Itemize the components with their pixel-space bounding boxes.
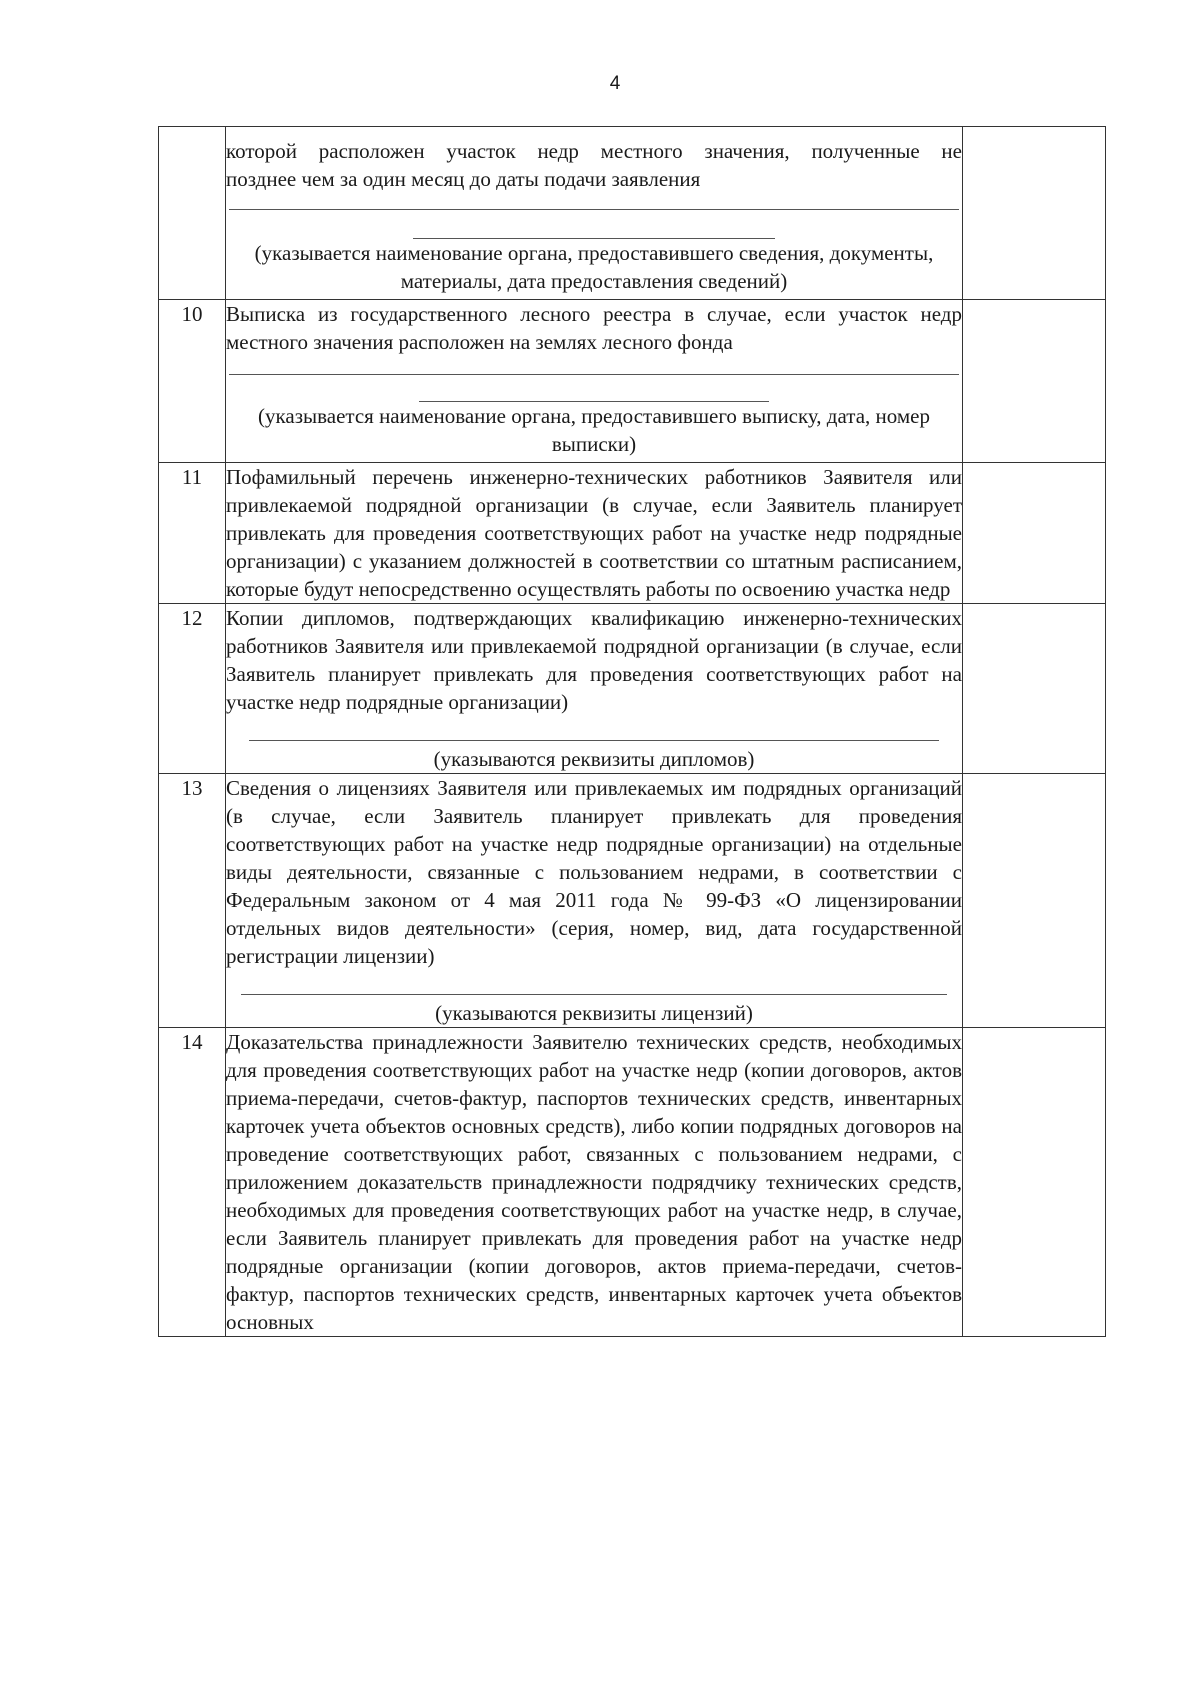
- row-text: Выписка из государственного лесного реестра в случае, если участок недр местного значения расположен на землях лесного фонда: [226, 302, 962, 354]
- row-number-cell: [159, 127, 226, 300]
- row-text: Пофамильный перечень инженерно-технических работников Заявителя или привлекаемой подрядной организации (в случае, если Заявитель планирует привлекать для проведения соответствующих работ на участке недр подрядные организации) с указанием должностей в соответствии со штатным расписанием, которые будут непосредственно осуществлять работы по освоению участка недр: [226, 465, 962, 601]
- row-text: Копии дипломов, подтверждающих квалификацию инженерно-технических работников Заявителя или привлекаемой подрядной организации (в случае, если Заявитель планирует привлекать для проведения соответствующих работ на участке недр подрядные организации): [226, 606, 962, 714]
- table-row: [159, 774, 1106, 1028]
- mark-cell: [963, 604, 1106, 774]
- row-text-line: позднее чем за один месяц до даты подачи заявления: [226, 167, 701, 191]
- row-number: 14: [159, 1028, 226, 1337]
- fill-line: [229, 209, 959, 210]
- page-number: 4: [609, 73, 621, 94]
- row-number: 11: [159, 463, 226, 604]
- fill-line: [229, 374, 959, 375]
- row-text-cell: [226, 604, 963, 774]
- row-text-cell: [226, 774, 963, 1028]
- table-row: [159, 463, 1106, 604]
- row-text-line: которой расположен участок недр местного значения, полученные не: [226, 139, 962, 163]
- caption: (указываются реквизиты дипломов): [433, 747, 755, 771]
- table-row: [159, 300, 1106, 463]
- row-text-cell: [226, 463, 963, 604]
- row-number: 12: [159, 604, 226, 774]
- documents-table: [158, 126, 1106, 1337]
- row-text: Сведения о лицензиях Заявителя или привлекаемых им подрядных организаций (в случае, если Заявитель планирует привлекать для проведения соответствующих работ на участке недр подрядные организации) на отдельные виды деятельности, связанные с пользованием недрами, в соответствии с Федеральным законом от 4 мая 2011 года № 99-ФЗ «О лицензировании отдельных видов деятельности» (серия, номер, вид, дата государственной регистрации лицензии): [226, 776, 962, 968]
- mark-cell: [963, 127, 1106, 300]
- row-number: 13: [159, 774, 226, 1028]
- row-text-cell: [226, 1028, 963, 1337]
- table-row: [159, 127, 1106, 300]
- caption: (указываются реквизиты лицензий): [435, 1001, 753, 1025]
- caption: (указывается наименование органа, предоставившего выписку, дата, номер выписки): [258, 404, 930, 456]
- mark-cell: [963, 1028, 1106, 1337]
- mark-cell: [963, 300, 1106, 463]
- fill-line: [249, 740, 939, 741]
- mark-cell: [963, 774, 1106, 1028]
- row-number: 10: [159, 300, 226, 463]
- row-text-cell: [226, 300, 963, 463]
- table-row: [159, 604, 1106, 774]
- fill-line: [241, 994, 947, 995]
- row-text: Доказательства принадлежности Заявителю технических средств, необходимых для проведения соответствующих работ на участке недр (копии договоров, актов приема-передачи, счетов-фактур, паспортов технических средств, инвентарных карточек учета объектов основных средств), либо копии подрядных договоров на проведение соответствующих работ, связанных с пользованием недрами, с приложением доказательств принадлежности подрядчику технических средств, необходимых для проведения соответствующих работ на участке недр, в случае, если Заявитель планирует привлекать для проведения работ на участке недр подрядные организации (копии договоров, актов приема-передачи, счетов-фактур, паспортов технических средств, инвентарных карточек учета объектов основных: [226, 1030, 962, 1334]
- row-text-cell: [226, 127, 963, 300]
- caption: (указывается наименование органа, предоставившего сведения, документы, материалы, дата предоставления сведений): [254, 241, 934, 293]
- table-row: [159, 1028, 1106, 1337]
- mark-cell: [963, 463, 1106, 604]
